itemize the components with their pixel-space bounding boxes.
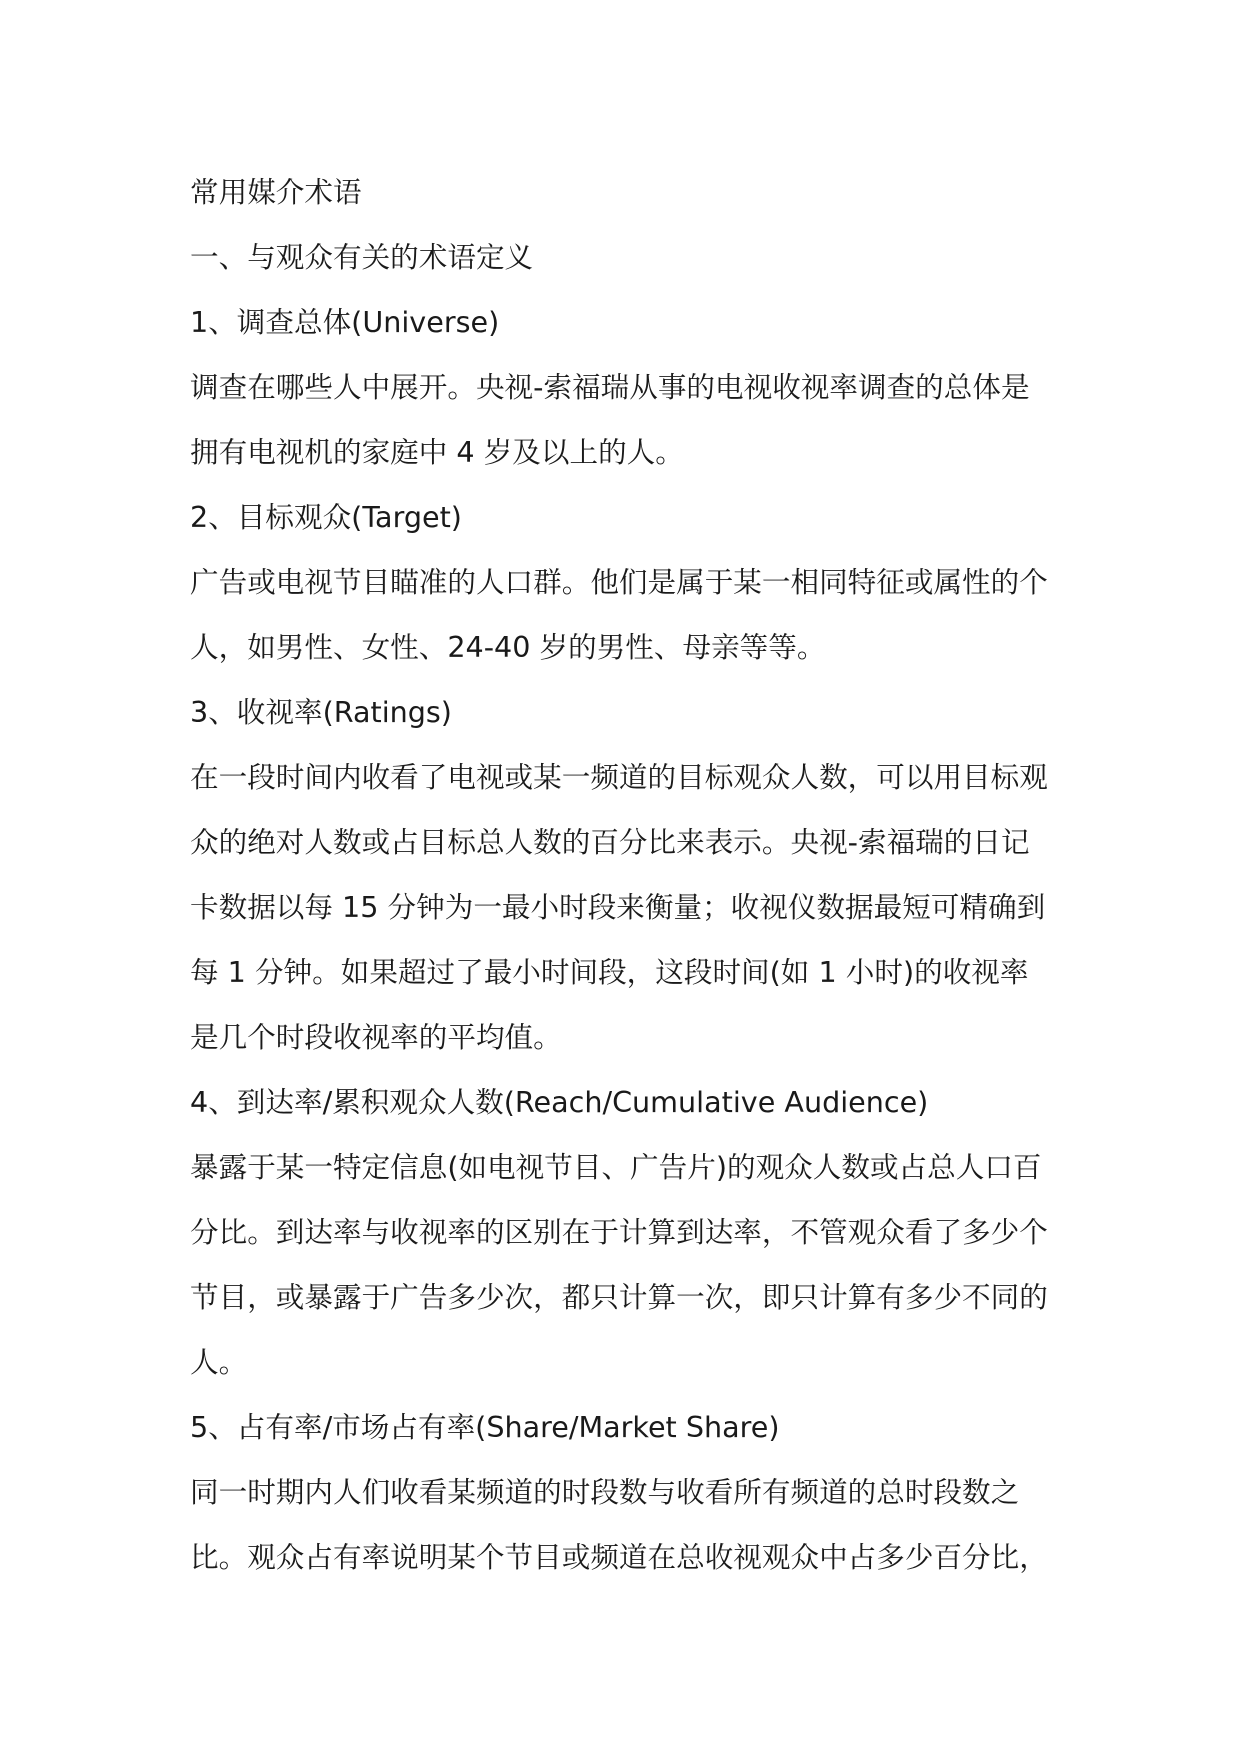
- document-body: [190, 160, 1070, 1590]
- term-heading: 1、调查总体(Universe): [190, 305, 500, 339]
- term-body-line: 广告或电视节目瞄准的人口群。他们是属于某一相同特征或属性的个: [190, 565, 1048, 599]
- term-body-line: 节目，或暴露于广告多少次，都只计算一次，即只计算有多少不同的: [190, 1280, 1048, 1314]
- term-heading: 2、目标观众(Target): [190, 500, 462, 534]
- document-title: 常用媒介术语: [190, 175, 362, 209]
- term-body-line: 是几个时段收视率的平均值。: [190, 1020, 562, 1054]
- term-body-line: 每 1 分钟。如果超过了最小时间段，这段时间(如 1 小时)的收视率: [190, 955, 1029, 989]
- section-heading: 一、与观众有关的术语定义: [190, 240, 534, 274]
- term-heading: 5、占有率/市场占有率(Share/Market Share): [190, 1410, 780, 1444]
- term-universe: [190, 290, 1070, 485]
- term-body-line: 众的绝对人数或占目标总人数的百分比来表示。央视-索福瑞的日记: [190, 825, 1030, 859]
- term-share: [190, 1395, 1070, 1590]
- term-body-line: 同一时期内人们收看某频道的时段数与收看所有频道的总时段数之: [190, 1475, 1020, 1509]
- term-body-line: 卡数据以每 15 分钟为一最小时段来衡量；收视仪数据最短可精确到: [190, 890, 1046, 924]
- term-body-line: 比。观众占有率说明某个节目或频道在总收视观众中占多少百分比，: [190, 1540, 1048, 1574]
- term-ratings: [190, 680, 1070, 1070]
- term-body-line: 人。: [190, 1345, 248, 1379]
- term-body-line: 人，如男性、女性、24-40 岁的男性、母亲等等。: [190, 630, 826, 664]
- term-heading: 4、到达率/累积观众人数(Reach/Cumulative Audience): [190, 1085, 929, 1119]
- term-target: [190, 485, 1070, 680]
- term-body-line: 暴露于某一特定信息(如电视节目、广告片)的观众人数或占总人口百: [190, 1150, 1042, 1184]
- term-body-line: 拥有电视机的家庭中 4 岁及以上的人。: [190, 435, 684, 469]
- term-body-line: 分比。到达率与收视率的区别在于计算到达率，不管观众看了多少个: [190, 1215, 1048, 1249]
- term-body-line: 在一段时间内收看了电视或某一频道的目标观众人数，可以用目标观: [190, 760, 1048, 794]
- term-reach: [190, 1070, 1070, 1395]
- term-heading: 3、收视率(Ratings): [190, 695, 452, 729]
- term-body-line: 调查在哪些人中展开。央视-索福瑞从事的电视收视率调查的总体是: [190, 370, 1030, 404]
